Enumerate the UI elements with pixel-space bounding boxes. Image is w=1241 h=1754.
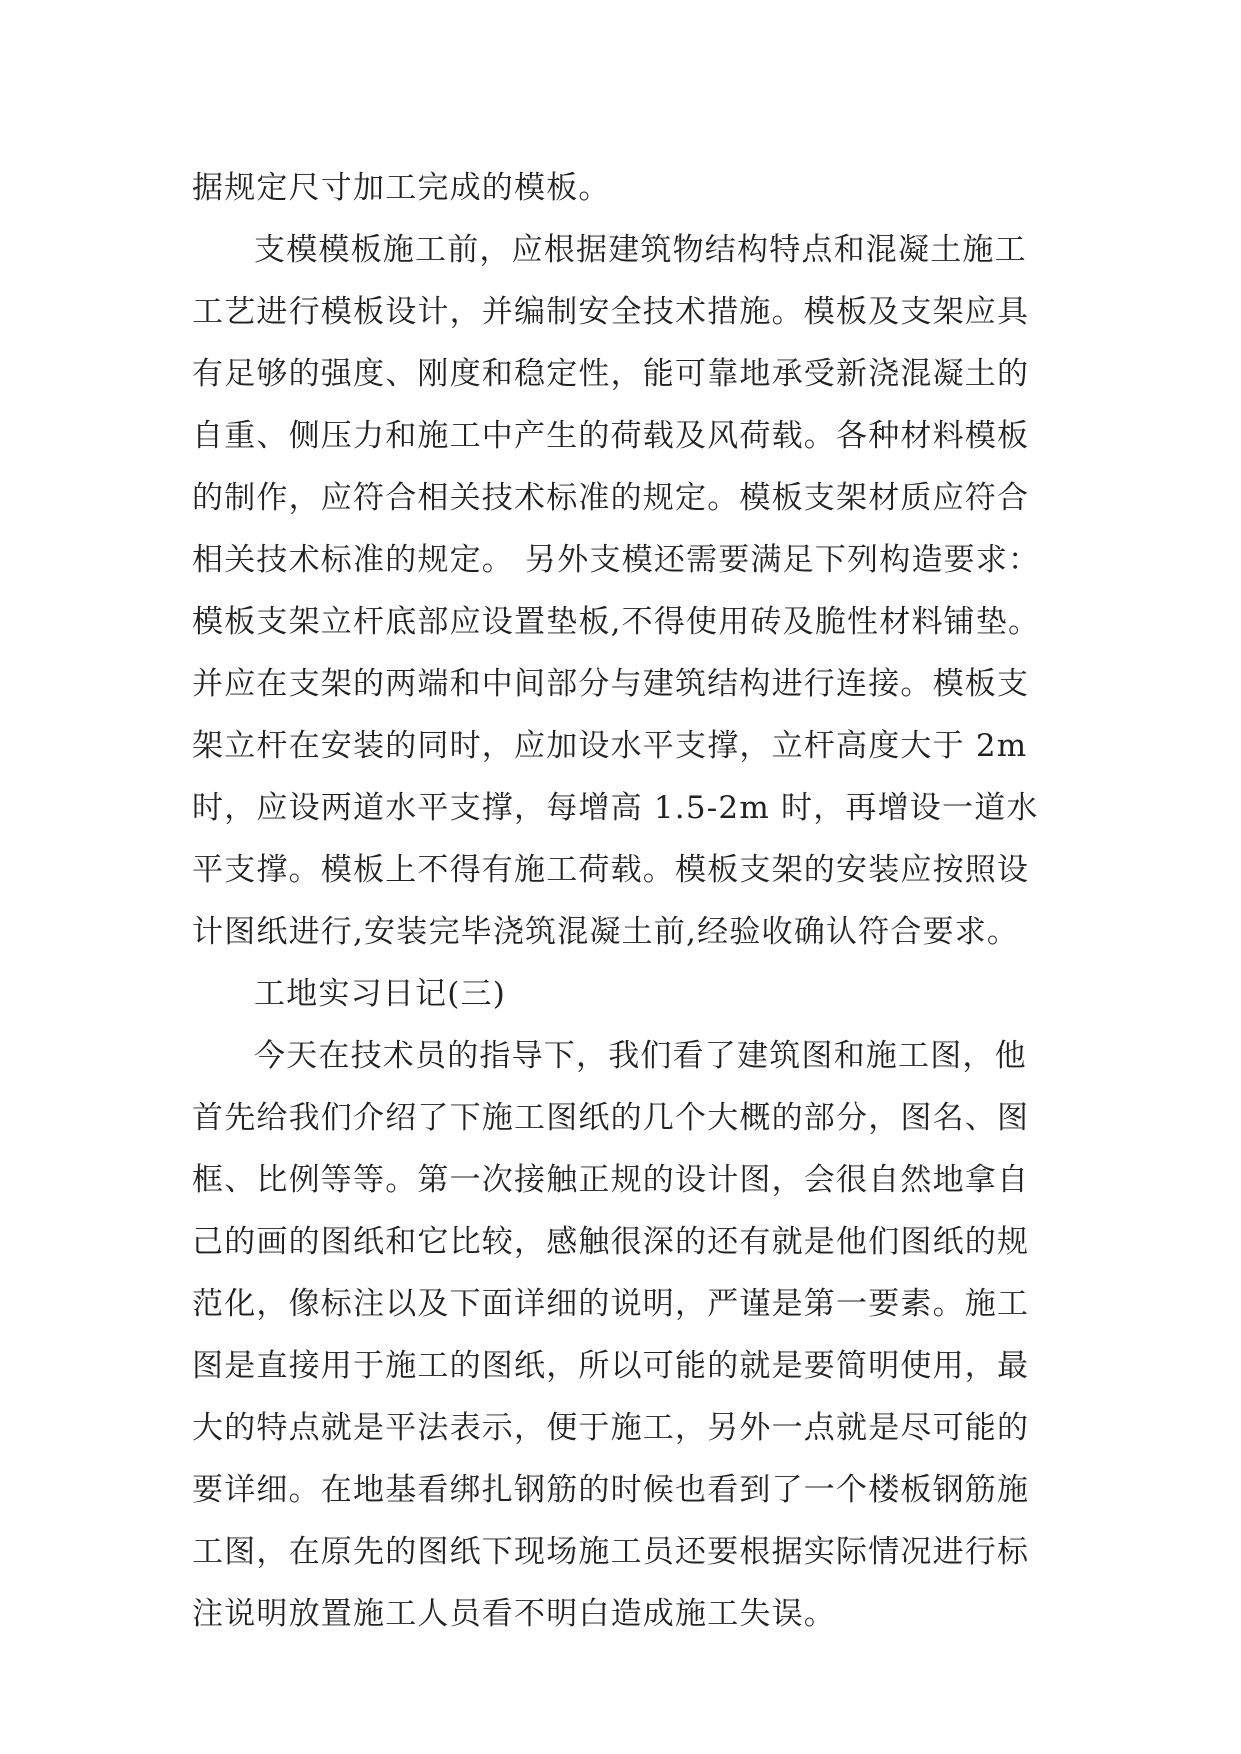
text-line: 模板支架立杆底部应设置垫板,不得使用砖及脆性材料铺垫。 — [192, 604, 1041, 640]
text-line: 首先给我们介绍了下施工图纸的几个大概的部分，图名、图 — [192, 1100, 1030, 1136]
text-line: 架立杆在安装的同时，应加设水平支撑，立杆高度大于 2m — [192, 728, 1028, 764]
text-line: 要详细。在地基看绑扎钢筋的时候也看到了一个楼板钢筋施 — [192, 1472, 1030, 1508]
section-heading: 工地实习日记(三) — [254, 976, 506, 1012]
text-line: 注说明放置施工人员看不明白造成施工失误。 — [192, 1596, 836, 1632]
text-line: 大的特点就是平法表示，便于施工，另外一点就是尽可能的 — [192, 1410, 1030, 1446]
paragraph-start-line: 支模模板施工前，应根据建筑物结构特点和混凝土施工 — [254, 232, 1027, 268]
text-line: 平支撑。模板上不得有施工荷载。模板支架的安装应按照设 — [192, 852, 1030, 888]
text-line: 并应在支架的两端和中间部分与建筑结构进行连接。模板支 — [192, 666, 1030, 702]
text-line: 的制作，应符合相关技术标准的规定。模板支架材质应符合 — [192, 480, 1030, 516]
text-line: 工艺进行模板设计，并编制安全技术措施。模板及支架应具 — [192, 294, 1030, 330]
text-line: 计图纸进行,安装完毕浇筑混凝土前,经验收确认符合要求。 — [192, 914, 1020, 950]
text-line: 自重、侧压力和施工中产生的荷载及风荷载。各种材料模板 — [192, 418, 1030, 454]
text-line: 相关技术标准的规定。 另外支模还需要满足下列构造要求： — [192, 542, 1041, 578]
text-line: 范化，像标注以及下面详细的说明，严谨是第一要素。施工 — [192, 1286, 1030, 1322]
paragraph-start-line: 今天在技术员的指导下，我们看了建筑图和施工图，他 — [254, 1038, 1027, 1074]
text-line: 己的画的图纸和它比较，感触很深的还有就是他们图纸的规 — [192, 1224, 1030, 1260]
body-text — [192, 157, 1062, 1645]
text-line: 有足够的强度、刚度和稳定性，能可靠地承受新浇混凝土的 — [192, 356, 1030, 392]
text-line: 工图，在原先的图纸下现场施工员还要根据实际情况进行标 — [192, 1534, 1030, 1570]
text-line: 时，应设两道水平支撑，每增高 1.5-2m 时，再增设一道水 — [192, 790, 1039, 826]
text-line: 据规定尺寸加工完成的模板。 — [192, 170, 611, 206]
text-line: 图是直接用于施工的图纸，所以可能的就是要简明使用，最 — [192, 1348, 1030, 1384]
text-line: 框、比例等等。第一次接触正规的设计图，会很自然地拿自 — [192, 1162, 1030, 1198]
